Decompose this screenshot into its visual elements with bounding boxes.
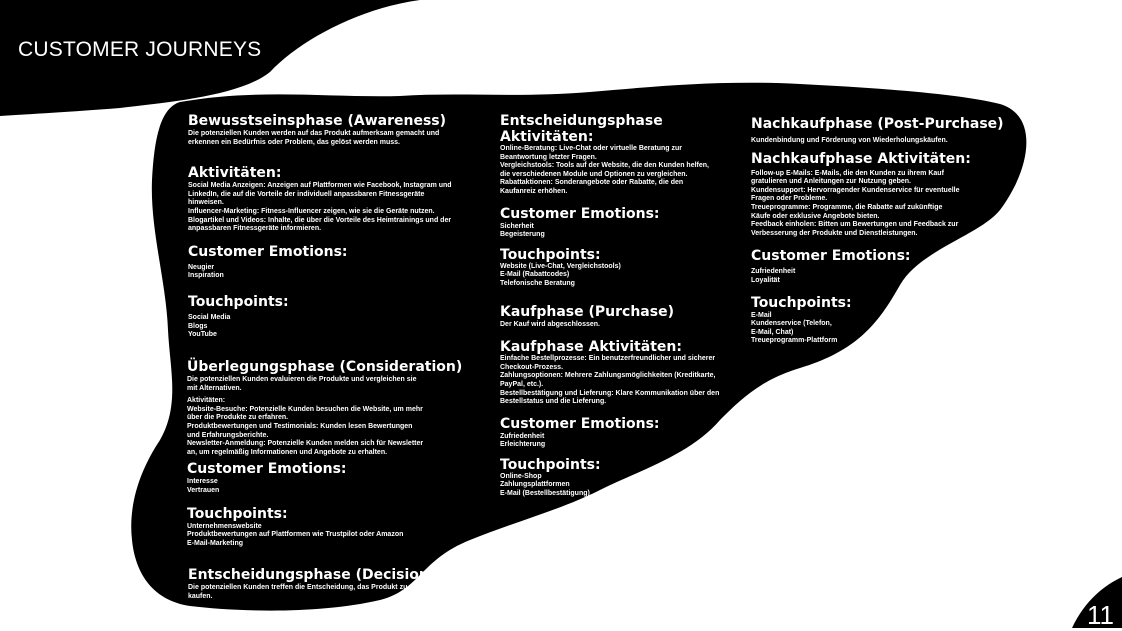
post-touchpoints-heading: Touchpoints: <box>751 294 852 311</box>
consideration-activities-label: Aktivitäten: <box>187 397 226 405</box>
emotion-item: Zufriedenheit <box>751 268 796 276</box>
touchpoint-item: Social Media <box>188 313 231 321</box>
decision-touchpoints-heading: Touchpoints: <box>500 246 601 263</box>
decision-activity-item: Vergleichstools: Tools auf der Website, die den Kunden helfen, die verschiedenen Module und Optionen zu vergleichen. <box>500 162 709 178</box>
purchase-touchpoints-heading: Touchpoints: <box>500 456 601 473</box>
purchase-description: Der Kauf wird abgeschlossen. <box>500 320 600 328</box>
awareness-touchpoints-heading: Touchpoints: <box>188 293 289 310</box>
emotion-item: Zufriedenheit <box>500 432 545 440</box>
page-title: CUSTOMER JOURNEYS <box>18 38 262 61</box>
decision-phase-heading: Entscheidungsphase <box>500 113 663 129</box>
activity-item: Influencer-Marketing: Fitness-Influencer zeigen, wie sie die Geräte nutzen. <box>188 207 435 215</box>
consideration-emotions-heading: Customer Emotions: <box>187 461 347 478</box>
touchpoint-item: YouTube <box>188 331 217 339</box>
purchase-heading: Kaufphase (Purchase) <box>500 303 674 320</box>
touchpoint-item: E-Mail (Rabattcodes) <box>500 271 570 279</box>
emotion-item: Begeisterung <box>500 231 545 239</box>
consideration-touchpoints-heading: Touchpoints: <box>187 505 288 522</box>
post-purchase-heading: Nachkaufphase (Post-Purchase) <box>751 116 1004 132</box>
decision-emotions-heading: Customer Emotions: <box>500 205 660 222</box>
touchpoint-item: Treueprogramm-Plattform <box>751 337 838 345</box>
touchpoint-item: Blogs <box>188 322 208 330</box>
consideration-description: Die potenziellen Kunden evaluieren die Produkte und vergleichen sie mit Alternativen. <box>187 376 417 392</box>
post-emotions-heading: Customer Emotions: <box>751 248 911 265</box>
touchpoint-item: Zahlungsplattformen <box>500 481 570 489</box>
column-consideration <box>187 359 463 548</box>
decision-activity-item: Online-Beratung: Live-Chat oder virtuelle Beratung zur Beantwortung letzter Fragen. <box>500 145 683 161</box>
decision-description: Die potenziellen Kunden treffen die Entscheidung, das Produkt zu kaufen. <box>188 584 408 600</box>
touchpoint-item: Produktbewertungen auf Plattformen wie Trustpilot oder Amazon <box>187 531 404 539</box>
touchpoint-item: E-Mail <box>751 311 772 319</box>
touchpoint-item: Online-Shop <box>500 472 542 480</box>
post-activity-item: Kundensupport: Hervorragender Kundenservice für eventuelle Fragen oder Probleme. <box>751 186 960 203</box>
post-activity-item: Feedback einholen: Bitten um Bewertungen und Feedback zur Verbesserung der Produkte und Dienstleistungen. <box>751 221 959 237</box>
touchpoint-item: Unternehmenswebsite <box>187 522 262 530</box>
consideration-activity-item: Website-Besuche: Potenzielle Kunden besuchen die Website, um mehr über die Produkte zu erfahren. <box>187 405 423 422</box>
awareness-description: Die potenziellen Kunden werden auf das Produkt aufmerksam gemacht und erkennen ein Bedürfnis oder Problem, das gelöst werden muss. <box>188 130 440 146</box>
column-decision-purchase <box>500 114 720 499</box>
touchpoint-item: Telefonische Beratung <box>500 279 575 287</box>
consideration-activity-item: Produktbewertungen und Testimonials: Kunden lesen Bewertungen und Erfahrungsberichte. <box>187 422 413 439</box>
page-number: 11 <box>1087 600 1114 630</box>
post-purchase-activities-heading: Nachkaufphase Aktivitäten: <box>751 150 971 167</box>
column-post-purchase <box>751 116 1004 346</box>
consideration-activity-item: Newsletter-Anmeldung: Potenzielle Kunden melden sich für Newsletter an, um regelmäßig Informationen und Angebote zu erhalten. <box>187 440 424 456</box>
awareness-activities-heading: Aktivitäten: <box>188 165 282 182</box>
post-activity-item: Treueprogramme: Programme, die Rabatte auf zukünftige Käufe oder exklusive Angebote bieten. <box>751 203 943 220</box>
emotion-item: Vertrauen <box>187 486 220 494</box>
awareness-heading: Bewusstseinsphase (Awareness) <box>188 113 447 129</box>
activity-item: Social Media Anzeigen: Anzeigen auf Plattformen wie Facebook, Instagram und LinkedIn, die auf die Vorteile der individuell anpassbaren Fitnessgeräte hinweisen. <box>188 182 452 207</box>
emotion-item: Interesse <box>187 478 218 486</box>
emotion-item: Sicherheit <box>500 222 534 230</box>
touchpoint-item: E-Mail (Bestellbestätigung) <box>500 490 590 498</box>
emotion-item: Erleichterung <box>500 441 546 449</box>
emotion-item: Loyalität <box>751 276 780 284</box>
purchase-activity-item: Zahlungsoptionen: Mehrere Zahlungsmöglichkeiten (Kreditkarte, PayPal, etc.). <box>500 372 716 388</box>
decision-activities-heading: Aktivitäten: <box>500 129 594 145</box>
column-decision <box>188 567 436 601</box>
purchase-activity-item: Einfache Bestellprozesse: Ein benutzerfreundlicher und sicherer Checkout-Prozess. <box>500 355 716 371</box>
touchpoint-item: Kundenservice (Telefon, E-Mail, Chat) <box>751 320 832 336</box>
purchase-activity-item: Bestellbestätigung und Lieferung: Klare Kommunikation über den Bestellstatus und die Lieferung. <box>500 389 720 406</box>
post-activity-item: Follow-up E-Mails: E-Mails, die den Kunden zu ihrem Kauf gratulieren und Anleitungen zur Nutzung geben. <box>751 169 944 186</box>
touchpoint-item: E-Mail-Marketing <box>187 539 244 547</box>
decision-activity-item: Rabattaktionen: Sonderangebote oder Rabatte, die den Kaufanreiz erhöhen. <box>500 179 684 195</box>
purchase-emotions-heading: Customer Emotions: <box>500 415 660 432</box>
touchpoint-item: Website (Live-Chat, Vergleichstools) <box>500 262 621 270</box>
emotion-item: Neugier <box>188 263 215 271</box>
column-awareness-consideration <box>188 114 458 340</box>
decision-heading: Entscheidungsphase (Decision) <box>188 567 436 583</box>
awareness-emotions-heading: Customer Emotions: <box>188 243 348 260</box>
purchase-activities-heading: Kaufphase Aktivitäten: <box>500 339 682 356</box>
activity-item: Blogartikel und Videos: Inhalte, die über die Vorteile des Heimtrainings und der anpassbaren Fitnessgeräte informieren. <box>188 216 452 233</box>
post-purchase-description: Kundenbindung und Förderung von Wiederholungskäufen. <box>751 137 948 144</box>
consideration-heading: Überlegungsphase (Consideration) <box>187 359 463 375</box>
emotion-item: Inspiration <box>188 272 224 280</box>
